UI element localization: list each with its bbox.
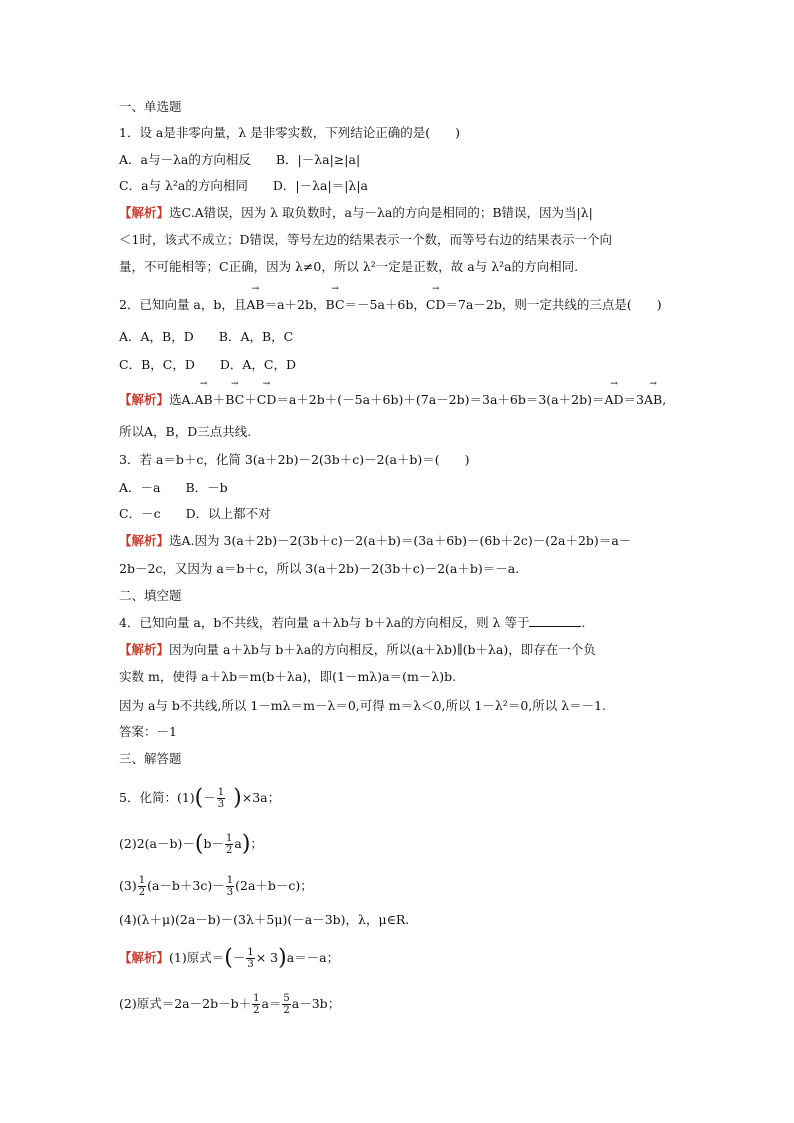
- q5-sol2-mid: a＝: [261, 996, 282, 1011]
- vector-ab: → AB: [195, 391, 213, 409]
- q4-answer: 答案：－1: [119, 724, 177, 739]
- right-paren: ): [241, 831, 251, 857]
- section-title-solve: 三、解答题: [119, 751, 182, 766]
- q5-solution-line1: [119, 947, 339, 970]
- q5-item2-mid: b－: [203, 836, 224, 851]
- q3-options-ab: A．－a B．－b: [119, 480, 228, 495]
- comma: ,: [662, 392, 667, 407]
- vector-bc: → BC: [225, 391, 244, 409]
- left-paren: (: [224, 945, 233, 971]
- denominator: 3: [217, 799, 225, 810]
- q5-item1-prefix: 5．化简：(1): [119, 790, 195, 805]
- q4-solution-line1: [119, 641, 596, 659]
- section-title-fill-blank: 二、填空题: [119, 588, 182, 603]
- q4-stem-end: .: [581, 615, 586, 630]
- vector-cd: → CD: [426, 296, 446, 314]
- q3-stem: 3．若 a＝b＋c，化简 3(a＋2b)－2(3b＋c)－2(a＋b)＝( ): [119, 452, 470, 467]
- vector-ad: → AD: [604, 391, 623, 409]
- answer-blank: [529, 614, 581, 627]
- q1-solution-line3: 量，不可能相等；C正确，因为 λ≠0，所以 λ²一定是正数，故 a与 λ²a的方向相同.: [119, 259, 579, 274]
- q3-solution-text1: 选A.因为 3(a＋2b)－2(3b＋c)－2(a＋b)＝(3a＋6b)－(6b＋2c)－(2a＋2b)＝a－: [169, 533, 632, 548]
- q2-options-cd: C．B，C，D D．A，C，D: [119, 357, 296, 372]
- q2-sol-part5: ＝3: [623, 392, 644, 407]
- numerator: 1: [247, 947, 254, 958]
- q5-item2-suffix: ；: [250, 836, 263, 851]
- q2-solution-line2: 所以A，B，D三点共线.: [119, 424, 252, 439]
- denominator: 2: [253, 1005, 260, 1016]
- q5-sol2-prefix: (2)原式＝2a－2b－b＋: [119, 996, 252, 1011]
- q5-item4: (4)(λ＋μ)(2a－b)－(3λ＋5μ)(－a－3b)，λ，μ∈R.: [119, 912, 410, 927]
- fraction: [217, 787, 225, 810]
- q3-options-cd: C．－c D．以上都不对: [119, 506, 271, 521]
- denominator: 2: [225, 845, 233, 856]
- fraction: [282, 993, 290, 1016]
- numerator: 5: [283, 993, 290, 1004]
- q2-stem-part3: ＝－5a＋6b，: [344, 297, 426, 312]
- vector-ab: → AB: [644, 391, 662, 409]
- q2-sol-part3: ＋: [244, 392, 257, 407]
- q5-item2: [119, 833, 263, 856]
- q4-solution-line2: 实数 m，使得 a＋λb＝m(b＋λa)，即(1－mλ)a＝(m－λ)b.: [119, 669, 457, 684]
- q5-item3-suffix: (2a＋b－c)；: [235, 878, 313, 893]
- q2-sol-part2: ＋: [212, 392, 226, 407]
- numerator: 1: [225, 833, 233, 844]
- q1-options-cd: C．a与 λ²a的方向相同 D．|－λa|＝|λ|a: [119, 178, 368, 193]
- q5-item3-mid: (a－b＋3c)－: [147, 878, 225, 893]
- q2-stem: [119, 296, 662, 314]
- q5-item3: [119, 875, 313, 898]
- q3-solution-line2: 2b－2c，又因为 a＝b＋c，所以 3(a＋2b)－2(3b＋c)－2(a＋b)＝－a.: [119, 561, 520, 576]
- q4-stem-text: 4．已知向量 a，b不共线，若向量 a＋λb与 b＋λa的方向相反，则 λ 等于: [119, 615, 530, 630]
- q5-item1-suffix: ×3a；: [241, 790, 281, 805]
- left-paren: (: [194, 785, 204, 811]
- fraction: [252, 993, 260, 1016]
- q2-stem-part1: 2．已知向量 a，b，且: [119, 297, 247, 312]
- q5-item2-var: a: [234, 836, 242, 851]
- analysis-tag: 【解析】: [119, 642, 170, 657]
- q2-sol-part4: ＝a＋2b＋(－5a＋6b)＋(7a－2b)＝3a＋6b＝3(a＋2b)＝: [276, 392, 605, 407]
- numerator: 1: [253, 993, 260, 1004]
- fraction: [225, 833, 233, 856]
- minus-sign: －: [203, 790, 216, 805]
- vector-ab: → AB: [246, 296, 264, 314]
- numerator: 1: [226, 875, 234, 886]
- numerator: 1: [217, 787, 225, 798]
- q5-solution-line2: [119, 993, 340, 1016]
- q5-sol1-mid: × 3: [255, 950, 279, 965]
- denominator: 2: [283, 1005, 290, 1016]
- q2-sol-part1: 选A.: [169, 392, 195, 407]
- q2-options-ab: A．A，B，D B．A，B，C: [119, 329, 294, 344]
- q5-sol1-suffix: a＝－a；: [286, 950, 340, 965]
- q3-solution-line1: [119, 532, 631, 550]
- fraction: [138, 875, 146, 898]
- fraction: [246, 947, 254, 970]
- q4-solution-text1: 因为向量 a＋λb与 b＋λa的方向相反，所以(a＋λb)∥(b＋λa)，即存在一个负: [169, 642, 596, 657]
- q1-options-ab: A．a与－λa的方向相反 B．|－λa|≥|a|: [119, 152, 361, 167]
- denominator: 3: [226, 887, 234, 898]
- q5-item2-prefix: (2)2(a－b)－: [119, 836, 195, 851]
- vector-bc: → BC: [326, 296, 345, 314]
- q2-stem-part2: ＝a＋2b，: [264, 297, 326, 312]
- q2-stem-part4: ＝7a－2b，则一定共线的三点是( ): [445, 297, 662, 312]
- numerator: 1: [138, 875, 146, 886]
- q4-stem: [119, 614, 585, 632]
- analysis-tag: 【解析】: [119, 533, 170, 548]
- q5-sol2-suffix: a－3b；: [291, 996, 341, 1011]
- q5-item1: [119, 787, 280, 810]
- q1-solution-line2: ＜1时，该式不成立；D错误，等号左边的结果表示一个数，而等号右边的结果表示一个向: [119, 232, 612, 247]
- fraction: [226, 875, 234, 898]
- q1-stem: 1．设 a是非零向量，λ 是非零实数，下列结论正确的是( ): [119, 125, 461, 140]
- analysis-tag: 【解析】: [119, 950, 170, 965]
- analysis-tag: 【解析】: [119, 392, 170, 407]
- q1-solution-line1: [119, 204, 593, 222]
- q5-item3-prefix: (3): [119, 878, 137, 893]
- q2-solution-line1: [119, 391, 666, 409]
- q4-solution-line3: 因为 a与 b不共线,所以 1－mλ＝m－λ＝0,可得 m＝λ＜0,所以 1－λ²＝0,所以 λ＝－1.: [119, 698, 607, 713]
- q5-sol1-prefix: (1)原式＝: [169, 950, 225, 965]
- analysis-tag: 【解析】: [119, 205, 170, 220]
- q1-solution-text1: 选C.A错误，因为 λ 取负数时，a与－λa的方向是相同的；B错误，因为当|λ|: [169, 205, 593, 220]
- denominator: 3: [247, 959, 254, 970]
- section-title-single-choice: 一、单选题: [119, 99, 182, 114]
- right-paren: ): [226, 785, 242, 811]
- denominator: 2: [138, 887, 146, 898]
- minus-sign: －: [232, 950, 246, 965]
- right-paren: ): [278, 945, 287, 971]
- vector-cd: → CD: [257, 391, 277, 409]
- left-paren: (: [194, 831, 204, 857]
